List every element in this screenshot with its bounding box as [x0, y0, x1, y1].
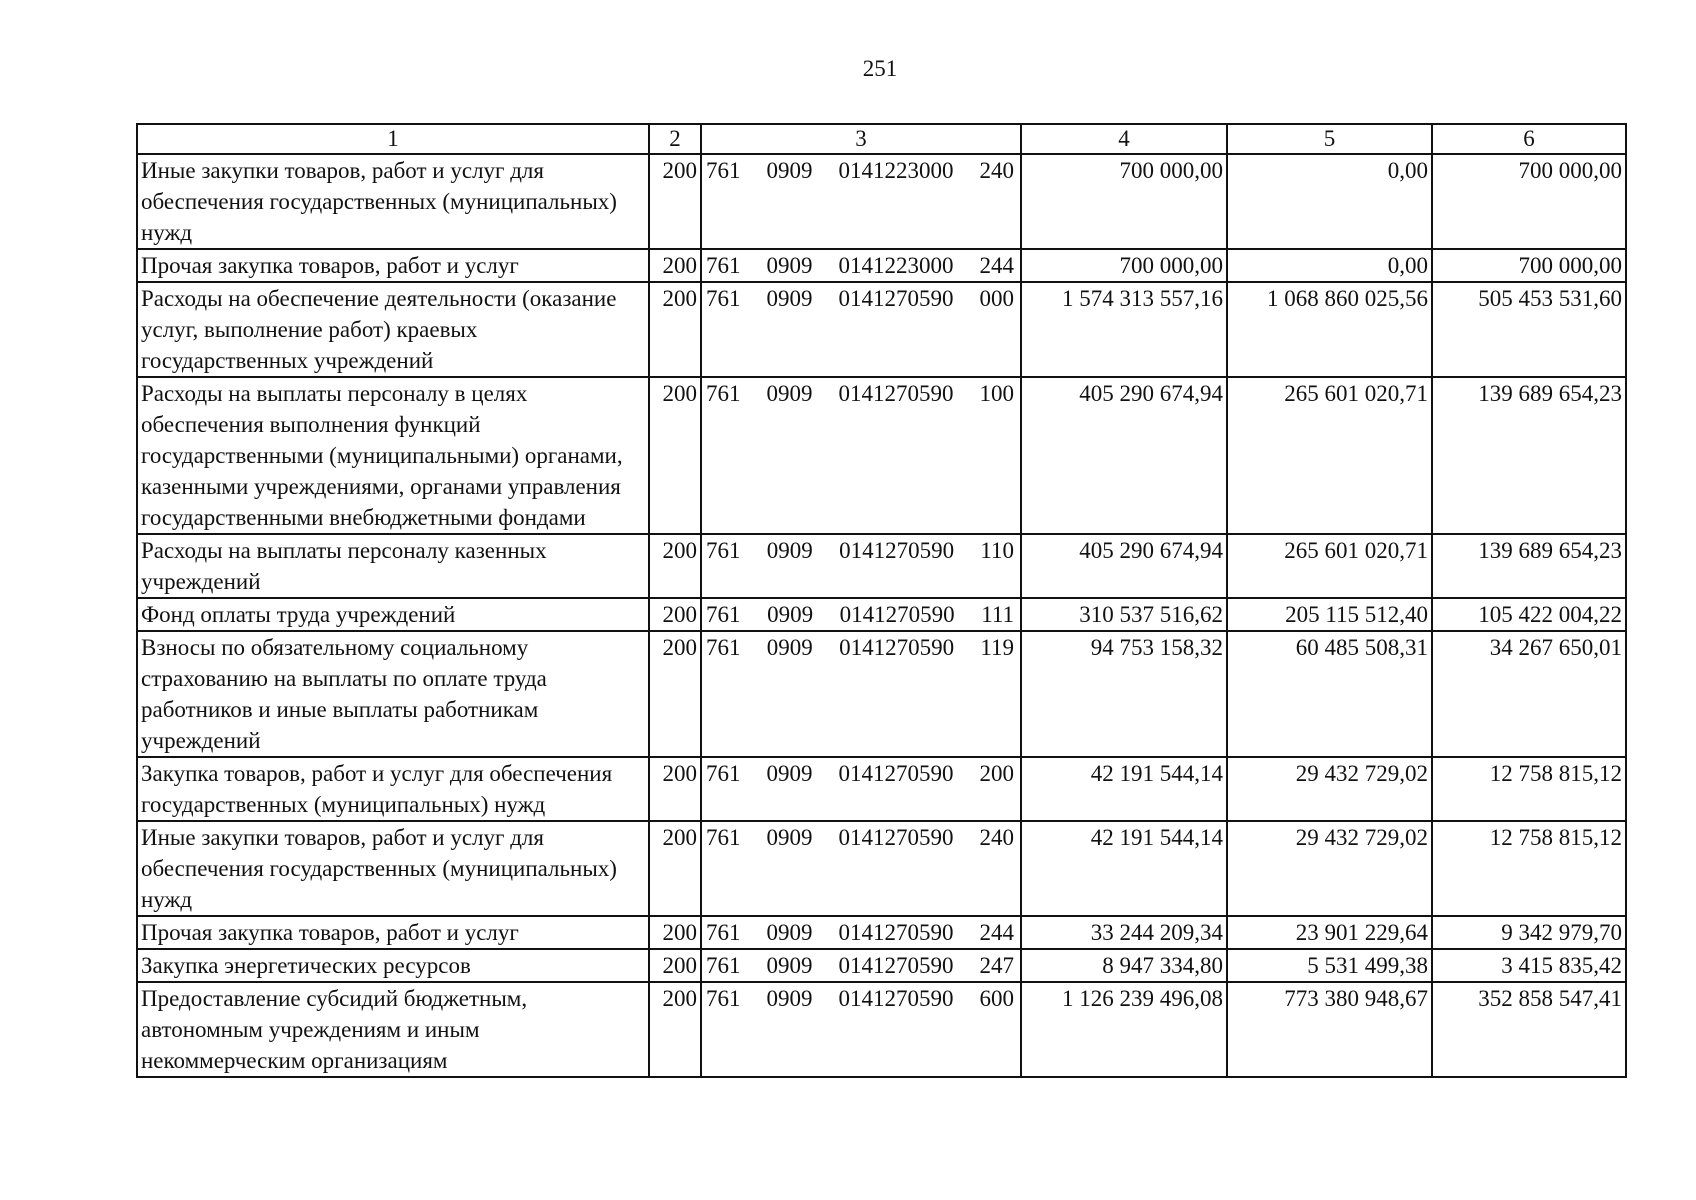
- amount-column-6: 139 689 654,23: [1432, 534, 1626, 598]
- expense-name: Иные закупки товаров, работ и услуг для обеспечения государственных (муниципальных) нужд: [137, 154, 649, 249]
- amount-column-4: 33 244 209,34: [1021, 916, 1227, 949]
- table-row: [137, 631, 1626, 757]
- amount-column-5: 0,00: [1227, 249, 1432, 282]
- expense-name: Закупка энергетических ресурсов: [137, 949, 649, 982]
- section-code: 0909: [766, 953, 813, 978]
- table-body: [137, 124, 1626, 1077]
- department-code: 761: [706, 602, 741, 627]
- amount-column-5: 0,00: [1227, 154, 1432, 249]
- department-code: 761: [706, 381, 741, 406]
- amount-column-5: 60 485 508,31: [1227, 631, 1432, 757]
- section-code: 0909: [767, 602, 814, 627]
- table-row: [137, 249, 1626, 282]
- amount-column-6: 700 000,00: [1432, 249, 1626, 282]
- code-3: [701, 982, 1021, 1077]
- code-group: [706, 250, 1014, 281]
- column-header-2: 2: [649, 124, 701, 154]
- code-3: [701, 282, 1021, 377]
- section-code: 0909: [766, 920, 813, 945]
- expense-type-code: 247: [979, 953, 1014, 978]
- code-3: [701, 598, 1021, 631]
- amount-column-4: 405 290 674,94: [1021, 534, 1227, 598]
- section-code: 0909: [766, 158, 813, 183]
- column-header-4: 4: [1021, 124, 1227, 154]
- amount-column-5: 1 068 860 025,56: [1227, 282, 1432, 377]
- code-group: [706, 599, 1014, 630]
- section-code: 0909: [766, 538, 813, 563]
- expense-name: Фонд оплаты труда учреждений: [137, 598, 649, 631]
- column-header-1: 1: [137, 124, 649, 154]
- target-article-code: 0141270590: [838, 381, 954, 406]
- budget-table: [136, 123, 1627, 1078]
- amount-column-6: 139 689 654,23: [1432, 377, 1626, 534]
- code-group: [706, 983, 1014, 1014]
- column-header-6: 6: [1432, 124, 1626, 154]
- target-article-code: 0141270590: [839, 538, 955, 563]
- target-article-code: 0141270590: [838, 920, 954, 945]
- amount-column-4: 700 000,00: [1021, 249, 1227, 282]
- target-article-code: 0141270590: [839, 635, 955, 660]
- code-3: [701, 377, 1021, 534]
- code-3: [701, 821, 1021, 916]
- department-code: 761: [706, 286, 741, 311]
- target-article-code: 0141270590: [839, 602, 955, 627]
- amount-column-6: 9 342 979,70: [1432, 916, 1626, 949]
- code-2: 200: [649, 154, 701, 249]
- code-group: [706, 155, 1014, 186]
- department-code: 761: [706, 158, 741, 183]
- amount-column-6: 3 415 835,42: [1432, 949, 1626, 982]
- table-row: [137, 757, 1626, 821]
- department-code: 761: [706, 761, 741, 786]
- expense-type-code: 240: [979, 825, 1014, 850]
- department-code: 761: [706, 920, 741, 945]
- expense-name: Расходы на выплаты персоналу в целях обеспечения выполнения функций государственными (муниципальными) органами, казенными учреждениями, органами управления государственными внебюджетными фондами: [137, 377, 649, 534]
- target-article-code: 0141270590: [838, 986, 954, 1011]
- table-row: [137, 534, 1626, 598]
- expense-name: Прочая закупка товаров, работ и услуг: [137, 916, 649, 949]
- amount-column-6: 105 422 004,22: [1432, 598, 1626, 631]
- code-2: 200: [649, 949, 701, 982]
- amount-column-5: 265 601 020,71: [1227, 534, 1432, 598]
- expense-type-code: 200: [979, 761, 1014, 786]
- target-article-code: 0141270590: [838, 286, 954, 311]
- expense-type-code: 600: [979, 986, 1014, 1011]
- code-3: [701, 534, 1021, 598]
- expense-type-code: 119: [980, 635, 1014, 660]
- code-group: [706, 758, 1014, 789]
- section-code: 0909: [766, 825, 813, 850]
- page-number: 251: [862, 56, 898, 81]
- code-3: [701, 916, 1021, 949]
- expense-name: Иные закупки товаров, работ и услуг для обеспечения государственных (муниципальных) нужд: [137, 821, 649, 916]
- column-header-row: [137, 124, 1626, 154]
- code-2: 200: [649, 982, 701, 1077]
- target-article-code: 0141270590: [838, 953, 954, 978]
- expense-name: Расходы на обеспечение деятельности (оказание услуг, выполнение работ) краевых государственных учреждений: [137, 282, 649, 377]
- code-3: [701, 949, 1021, 982]
- table-row: [137, 598, 1626, 631]
- department-code: 761: [706, 253, 741, 278]
- table-row: [137, 821, 1626, 916]
- amount-column-6: 700 000,00: [1432, 154, 1626, 249]
- code-3: [701, 631, 1021, 757]
- amount-column-5: 29 432 729,02: [1227, 757, 1432, 821]
- amount-column-5: 265 601 020,71: [1227, 377, 1432, 534]
- code-2: 200: [649, 757, 701, 821]
- code-2: 200: [649, 631, 701, 757]
- expense-type-code: 100: [979, 381, 1014, 406]
- expense-name: Закупка товаров, работ и услуг для обеспечения государственных (муниципальных) нужд: [137, 757, 649, 821]
- expense-name: Прочая закупка товаров, работ и услуг: [137, 249, 649, 282]
- expense-type-code: 240: [979, 158, 1014, 183]
- amount-column-6: 34 267 650,01: [1432, 631, 1626, 757]
- code-group: [706, 632, 1014, 663]
- section-code: 0909: [766, 286, 813, 311]
- code-2: 200: [649, 598, 701, 631]
- expense-type-code: 000: [979, 286, 1014, 311]
- code-group: [706, 950, 1014, 981]
- amount-column-5: 23 901 229,64: [1227, 916, 1432, 949]
- expense-type-code: 244: [979, 253, 1014, 278]
- code-2: 200: [649, 249, 701, 282]
- column-header-5: 5: [1227, 124, 1432, 154]
- code-2: 200: [649, 377, 701, 534]
- amount-column-4: 310 537 516,62: [1021, 598, 1227, 631]
- code-3: [701, 154, 1021, 249]
- code-2: 200: [649, 534, 701, 598]
- code-2: 200: [649, 821, 701, 916]
- section-code: 0909: [766, 381, 813, 406]
- code-group: [706, 917, 1014, 948]
- section-code: 0909: [766, 635, 813, 660]
- department-code: 761: [706, 538, 741, 563]
- expense-type-code: 110: [980, 538, 1014, 563]
- table-row: [137, 982, 1626, 1077]
- amount-column-4: 42 191 544,14: [1021, 821, 1227, 916]
- table-row: [137, 916, 1626, 949]
- amount-column-4: 700 000,00: [1021, 154, 1227, 249]
- amount-column-5: 5 531 499,38: [1227, 949, 1432, 982]
- amount-column-5: 29 432 729,02: [1227, 821, 1432, 916]
- code-group: [706, 822, 1014, 853]
- expense-type-code: 244: [979, 920, 1014, 945]
- code-3: [701, 249, 1021, 282]
- department-code: 761: [706, 825, 741, 850]
- section-code: 0909: [766, 761, 813, 786]
- amount-column-5: 205 115 512,40: [1227, 598, 1432, 631]
- section-code: 0909: [766, 253, 813, 278]
- code-3: [701, 757, 1021, 821]
- amount-column-4: 94 753 158,32: [1021, 631, 1227, 757]
- table-row: [137, 154, 1626, 249]
- department-code: 761: [706, 635, 741, 660]
- amount-column-4: 1 574 313 557,16: [1021, 282, 1227, 377]
- department-code: 761: [706, 953, 741, 978]
- table-row: [137, 282, 1626, 377]
- amount-column-4: 1 126 239 496,08: [1021, 982, 1227, 1077]
- code-group: [706, 283, 1014, 314]
- target-article-code: 0141223000: [838, 253, 954, 278]
- section-code: 0909: [766, 986, 813, 1011]
- amount-column-4: 42 191 544,14: [1021, 757, 1227, 821]
- expense-name: Взносы по обязательному социальному страхованию на выплаты по оплате труда работников и иные выплаты работникам учреждений: [137, 631, 649, 757]
- amount-column-4: 405 290 674,94: [1021, 377, 1227, 534]
- table-row: [137, 377, 1626, 534]
- amount-column-5: 773 380 948,67: [1227, 982, 1432, 1077]
- amount-column-6: 12 758 815,12: [1432, 821, 1626, 916]
- code-2: 200: [649, 282, 701, 377]
- expense-type-code: 111: [981, 602, 1014, 627]
- department-code: 761: [706, 986, 741, 1011]
- target-article-code: 0141223000: [838, 158, 954, 183]
- expense-name: Расходы на выплаты персоналу казенных учреждений: [137, 534, 649, 598]
- amount-column-6: 12 758 815,12: [1432, 757, 1626, 821]
- code-2: 200: [649, 916, 701, 949]
- amount-column-6: 505 453 531,60: [1432, 282, 1626, 377]
- amount-column-4: 8 947 334,80: [1021, 949, 1227, 982]
- target-article-code: 0141270590: [838, 825, 954, 850]
- column-header-3: 3: [701, 124, 1021, 154]
- code-group: [706, 378, 1014, 409]
- amount-column-6: 352 858 547,41: [1432, 982, 1626, 1077]
- target-article-code: 0141270590: [838, 761, 954, 786]
- expense-name: Предоставление субсидий бюджетным, автономным учреждениям и иным некоммерческим организациям: [137, 982, 649, 1077]
- table-row: [137, 949, 1626, 982]
- code-group: [706, 535, 1014, 566]
